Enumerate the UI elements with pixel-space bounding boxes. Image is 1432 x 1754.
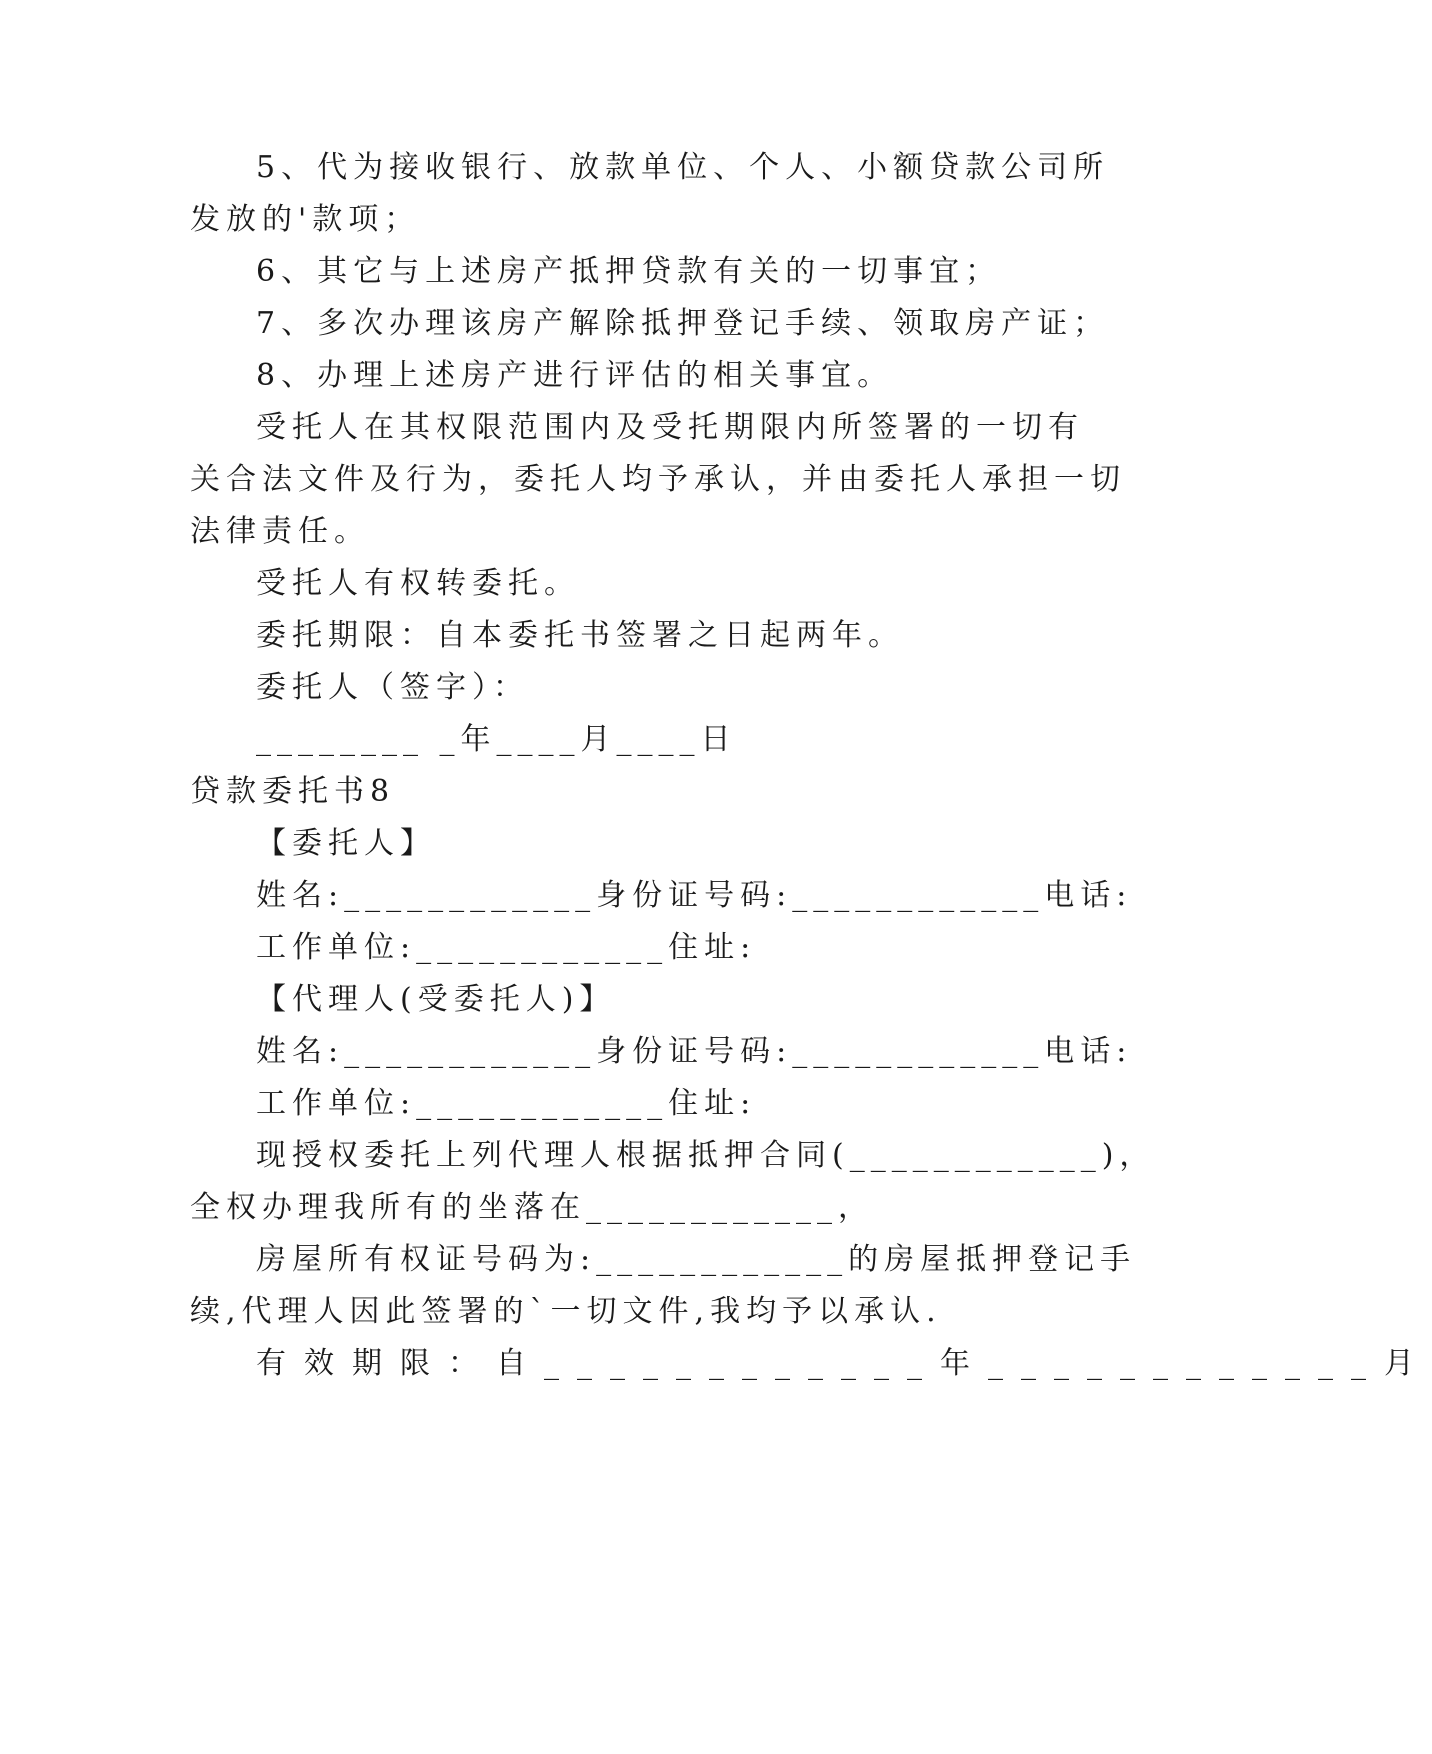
authority-paragraph-line-1: 受托人在其权限范围内及受托期限内所签署的一切有 <box>256 410 1084 445</box>
property-certificate-line-2: 续,代理人因此签署的`一切文件,我均予以承认. <box>190 1294 942 1329</box>
agent-heading: 【代理人(受委托人)】 <box>256 982 616 1017</box>
client-name-id-phone-fields: 姓名:____________身份证号码:____________电话: <box>256 878 1133 913</box>
agent-work-address-fields: 工作单位:____________住址: <box>256 1086 757 1121</box>
signature-date-line: ________ _年____月____日 <box>256 722 737 757</box>
sub-delegation-statement: 受托人有权转委托。 <box>256 566 580 601</box>
item-7: 7、多次办理该房产解除抵押登记手续、领取房产证； <box>256 306 1110 341</box>
validity-period-line: 有效期限：自____________年____________月 <box>256 1346 1432 1381</box>
item-5-line-1: 5、代为接收银行、放款单位、个人、小额贷款公司所 <box>256 150 1110 185</box>
entrustment-period: 委托期限：自本委托书签署之日起两年。 <box>256 618 904 653</box>
authority-paragraph-line-3: 法律责任。 <box>190 514 370 549</box>
item-5-line-2: 发放的'款项； <box>190 202 421 237</box>
section-title: 贷款委托书8 <box>190 774 396 809</box>
authorization-paragraph-line-1: 现授权委托上列代理人根据抵押合同(____________)， <box>256 1138 1156 1173</box>
agent-name-id-phone-fields: 姓名:____________身份证号码:____________电话: <box>256 1034 1133 1069</box>
client-heading: 【委托人】 <box>256 826 436 861</box>
item-8: 8、办理上述房产进行评估的相关事宜。 <box>256 358 894 393</box>
item-6: 6、其它与上述房产抵押贷款有关的一切事宜； <box>256 254 1002 289</box>
authority-paragraph-line-2: 关合法文件及行为，委托人均予承认，并由委托人承担一切 <box>190 462 1126 497</box>
client-signature-label: 委托人（签字）： <box>256 670 529 705</box>
property-certificate-line-1: 房屋所有权证号码为:____________的房屋抵押登记手 <box>256 1242 1137 1277</box>
client-work-address-fields: 工作单位:____________住址: <box>256 930 757 965</box>
authorization-paragraph-line-2: 全权办理我所有的坐落在____________， <box>190 1190 874 1225</box>
